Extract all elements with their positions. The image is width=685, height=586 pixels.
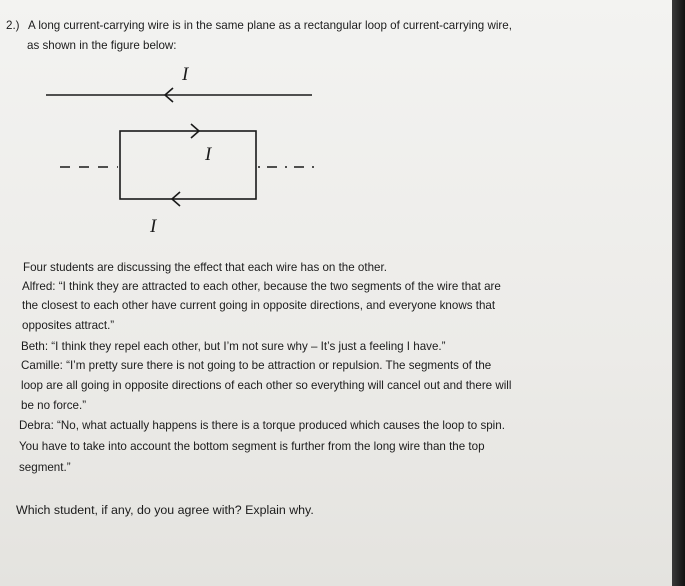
wire-current-label: I <box>182 64 189 85</box>
camille-line-1: Camille: “I’m pretty sure there is not going to be attraction or repulsion. The segments of the <box>21 359 492 372</box>
alfred-line-1: Alfred: “I think they are attracted to each other, because the two segments of the wire that are <box>22 280 501 293</box>
question-text-line-2: as shown in the figure below: <box>27 39 177 52</box>
debra-line-2: You have to take into account the bottom segment is further from the long wire than the top <box>19 440 485 453</box>
loop-bottom-current-label: I <box>150 216 157 237</box>
alfred-line-3: opposites attract.” <box>22 319 115 332</box>
discussion-intro: Four students are discussing the effect that each wire has on the other. <box>23 261 387 274</box>
debra-line-1: Debra: “No, what actually happens is there is a torque produced which causes the loop to spin. <box>19 419 505 432</box>
question-prompt: Which student, if any, do you agree with? Explain why. <box>16 503 314 517</box>
camille-line-2: loop are all going in opposite directions of each other so everything will cancel out and there will <box>21 379 512 392</box>
question-text-line-1: A long current-carrying wire is in the same plane as a rectangular loop of current-carrying wire, <box>28 19 512 32</box>
camille-line-3: be no force.” <box>21 399 87 412</box>
question-number: 2.) <box>6 19 20 32</box>
rectangular-loop <box>120 131 256 199</box>
photo-dark-edge <box>672 0 685 586</box>
beth-line-1: Beth: “I think they repel each other, but I’m not sure why – It’s just a feeling I have.” <box>21 340 446 353</box>
alfred-line-2: the closest to each other have current going in opposite directions, and everyone knows that <box>22 299 496 312</box>
loop-top-current-label: I <box>205 144 212 165</box>
debra-line-3: segment.” <box>19 461 71 474</box>
wire-loop-figure <box>0 0 672 250</box>
